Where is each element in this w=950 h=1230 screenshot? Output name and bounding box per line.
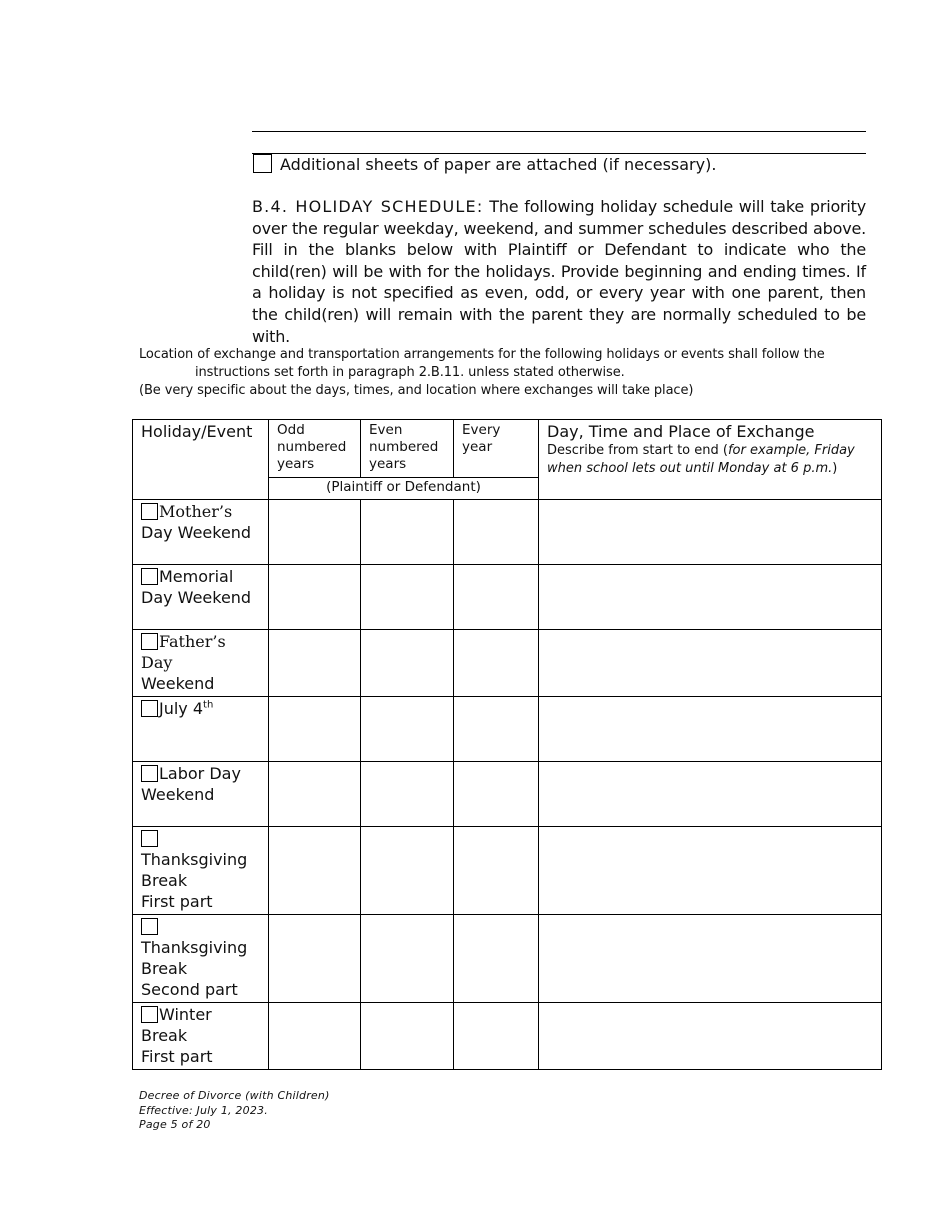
- even-years-entry[interactable]: [361, 565, 454, 630]
- header-exchange: [539, 420, 882, 500]
- holiday-cell: July 4th: [133, 697, 269, 762]
- exchange-entry[interactable]: [539, 762, 882, 827]
- every-year-entry[interactable]: [454, 915, 539, 1003]
- exchange-entry[interactable]: [539, 565, 882, 630]
- odd-years-entry[interactable]: [269, 827, 361, 915]
- every-year-entry[interactable]: [454, 697, 539, 762]
- holiday-cell: Father’s Day Weekend: [133, 630, 269, 697]
- every-year-entry[interactable]: [454, 827, 539, 915]
- even-years-entry[interactable]: [361, 1003, 454, 1070]
- table-row: [133, 565, 882, 630]
- section-body: The following holiday schedule will take priority over the regular weekday, weekend, and summer schedules described above. Fill in the blanks below with Plaintiff or Defendant to indicate who the child(ren) will be with for the holidays. Provide beginning and ending times. If a holiday is not specified as even, odd, or every year with one parent, then the child(ren) will remain with the parent they are normally scheduled to be with.: [252, 197, 866, 346]
- even-years-entry[interactable]: [361, 697, 454, 762]
- odd-years-entry[interactable]: [269, 500, 361, 565]
- header-exchange-desc: Describe from start to end (for example, Friday when school lets out until Monday at 6 p.m.): [547, 443, 855, 476]
- exchange-location-note: [139, 346, 866, 400]
- section-heading: B.4. HOLIDAY SCHEDULE:: [252, 197, 484, 216]
- additional-sheets-label: Additional sheets of paper are attached (if necessary).: [280, 155, 717, 174]
- every-year-entry[interactable]: [454, 500, 539, 565]
- exchange-entry[interactable]: [539, 1003, 882, 1070]
- even-years-entry[interactable]: [361, 630, 454, 697]
- location-note-line-2: instructions set forth in paragraph 2.B.11. unless stated otherwise.: [195, 365, 625, 380]
- holiday-checkbox[interactable]: [141, 700, 158, 717]
- odd-years-entry[interactable]: [269, 1003, 361, 1070]
- even-years-entry[interactable]: [361, 827, 454, 915]
- every-year-entry[interactable]: [454, 630, 539, 697]
- exchange-entry[interactable]: [539, 697, 882, 762]
- additional-sheets-option: [253, 153, 716, 177]
- header-every-year: Every year: [454, 420, 539, 478]
- every-year-entry[interactable]: [454, 565, 539, 630]
- additional-sheets-checkbox[interactable]: [253, 154, 272, 173]
- exchange-entry[interactable]: [539, 827, 882, 915]
- header-parent-hint: (Plaintiff or Defendant): [269, 478, 539, 500]
- footer-effective-date: Effective: July 1, 2023.: [139, 1103, 268, 1117]
- even-years-entry[interactable]: [361, 915, 454, 1003]
- table-row: [133, 697, 882, 762]
- holiday-checkbox[interactable]: [141, 568, 158, 585]
- holiday-cell: Thanksgiving Break First part: [133, 827, 269, 915]
- holiday-checkbox[interactable]: [141, 1006, 158, 1023]
- holiday-schedule-table: [132, 419, 882, 1070]
- holiday-schedule-section: [252, 196, 866, 347]
- footer-doc-title: Decree of Divorce (with Children): [139, 1089, 330, 1102]
- holiday-checkbox[interactable]: [141, 503, 158, 520]
- exchange-entry[interactable]: [539, 630, 882, 697]
- table-row: [133, 630, 882, 697]
- holiday-checkbox[interactable]: [141, 830, 158, 847]
- every-year-entry[interactable]: [454, 762, 539, 827]
- exchange-entry[interactable]: [539, 915, 882, 1003]
- holiday-cell: Thanksgiving Break Second part: [133, 915, 269, 1003]
- holiday-cell: Winter Break First part: [133, 1003, 269, 1070]
- footer-page-number: Page 5 of 20: [139, 1118, 211, 1131]
- header-even-years: Even numbered years: [361, 420, 454, 478]
- even-years-entry[interactable]: [361, 762, 454, 827]
- table-row: [133, 1003, 882, 1070]
- fill-in-line-1[interactable]: [252, 131, 866, 132]
- location-note-line-1: Location of exchange and transportation arrangements for the following holidays or events shall follow the: [139, 347, 825, 362]
- table-row: [133, 827, 882, 915]
- table-row: [133, 762, 882, 827]
- holiday-checkbox[interactable]: [141, 765, 158, 782]
- holiday-cell: Labor Day Weekend: [133, 762, 269, 827]
- holiday-cell: Memorial Day Weekend: [133, 565, 269, 630]
- header-holiday: Holiday/Event: [133, 420, 269, 500]
- every-year-entry[interactable]: [454, 1003, 539, 1070]
- page-footer: [139, 1089, 330, 1133]
- header-odd-years: Odd numbered years: [269, 420, 361, 478]
- holiday-checkbox[interactable]: [141, 633, 158, 650]
- header-exchange-title: Day, Time and Place of Exchange: [547, 422, 815, 441]
- holiday-checkbox[interactable]: [141, 918, 158, 935]
- odd-years-entry[interactable]: [269, 762, 361, 827]
- even-years-entry[interactable]: [361, 500, 454, 565]
- odd-years-entry[interactable]: [269, 630, 361, 697]
- odd-years-entry[interactable]: [269, 565, 361, 630]
- odd-years-entry[interactable]: [269, 697, 361, 762]
- exchange-entry[interactable]: [539, 500, 882, 565]
- location-note-line-3: (Be very specific about the days, times, and location where exchanges will take place): [139, 383, 694, 398]
- table-row: [133, 500, 882, 565]
- table-row: [133, 915, 882, 1003]
- holiday-cell: Mother’s Day Weekend: [133, 500, 269, 565]
- odd-years-entry[interactable]: [269, 915, 361, 1003]
